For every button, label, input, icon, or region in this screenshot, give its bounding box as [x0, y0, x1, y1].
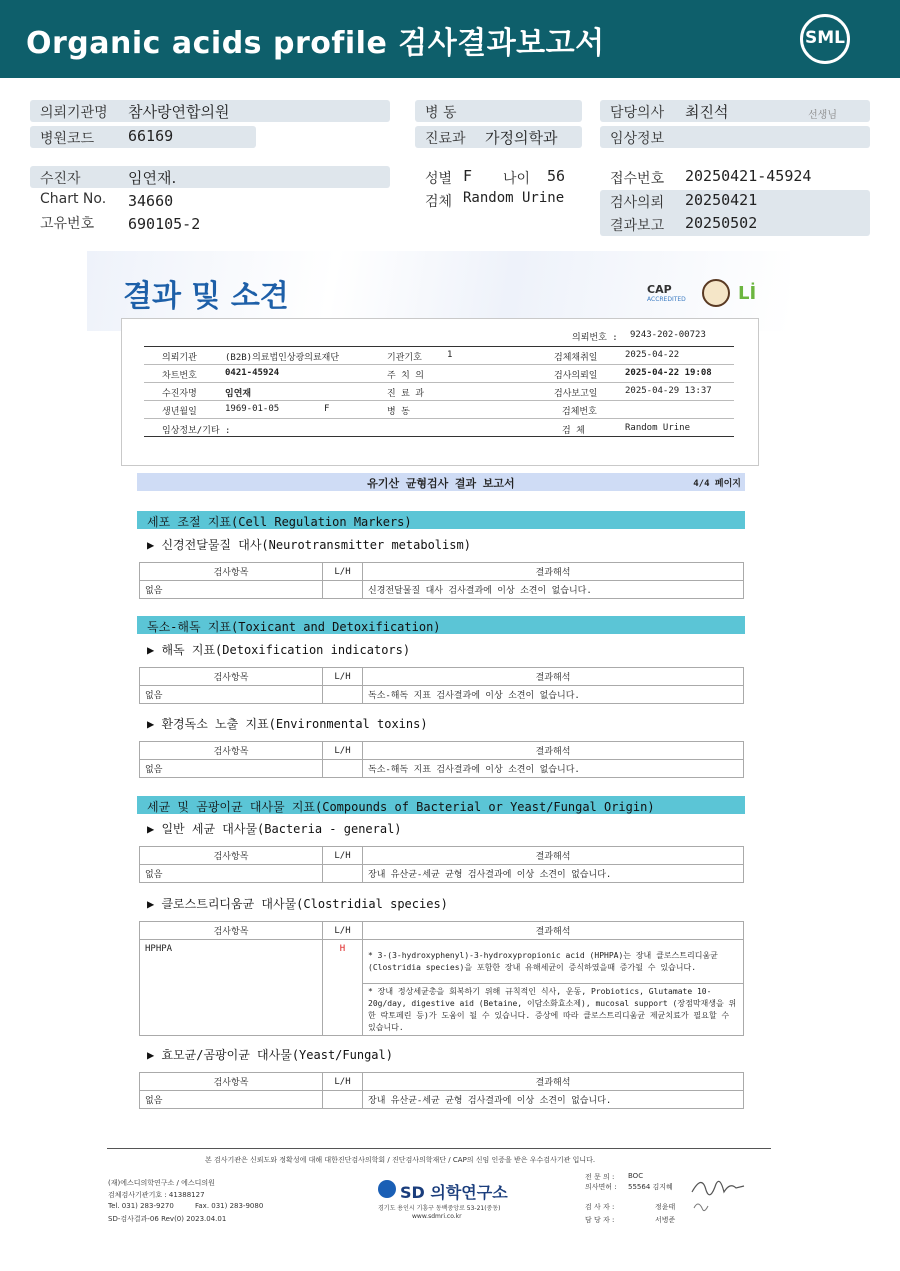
patient-value: 임연재. — [128, 169, 177, 187]
doctor-label: 담당의사 — [610, 105, 665, 121]
req-l3-2: 검사보고일 — [554, 389, 598, 399]
col-item: 검사항목 — [140, 847, 323, 865]
hospital-code-value: 66169 — [128, 127, 174, 145]
req-l1-3: 생년월일 — [162, 407, 197, 417]
footer-notice: 본 검사기관은 신뢰도와 정확성에 대해 대한진단검사의학회 / 진단검사의학재단 / CAP의 신임 인증을 받은 우수검사기관 입니다. — [205, 1156, 596, 1164]
sml-logo-text: SML — [805, 28, 845, 48]
sex-value: F — [463, 167, 473, 185]
col-interp: 결과해석 — [363, 847, 744, 865]
table-clostridial — [139, 921, 744, 1036]
cell-item: 없음 — [140, 760, 323, 778]
receipt-value: 20250421-45924 — [685, 167, 812, 185]
specimen-label: 검체 — [425, 194, 453, 210]
cell-interp-hphpa-2: * 장내 정상세균총을 회복하기 위해 규칙적인 식사, 운동, Probiotics, Glutamate 10-20g/day, digestive aid (Betaine, 이담소화효소제), mucosal support (장점막재생을 위한 락토페린 등)가 도움이 될 수 있습니다. 증상에 따라 클로스트리디움균 제균치료가 필요할 수 있습니다. — [363, 984, 744, 1036]
lic-value: 55564 김지혜 — [628, 1183, 673, 1191]
chart-label: Chart No. — [40, 191, 107, 207]
col-lh: L/H — [323, 742, 363, 760]
col-lh: L/H — [323, 668, 363, 686]
req-no-label: 의뢰번호 : — [572, 333, 618, 343]
table-detox — [139, 667, 744, 704]
sub-clostridial: ▶ 클로스트리디움균 대사물(Clostridial species) — [147, 897, 448, 911]
uid-value: 690105-2 — [128, 215, 201, 233]
req-v2-0: 1 — [447, 350, 453, 360]
tester-label: 검 사 자 : — [585, 1203, 615, 1211]
req-specimen-label: 검 체 — [562, 426, 585, 436]
req-v1-1: 0421-45924 — [225, 368, 280, 378]
cell-lh — [323, 686, 363, 704]
sub-environmental: ▶ 환경독소 노출 지표(Environmental toxins) — [147, 717, 428, 731]
age-value: 56 — [547, 167, 566, 185]
result-title: 유기산 균형검사 결과 보고서 — [367, 477, 515, 490]
req-l3-3: 검체번호 — [562, 407, 597, 417]
cell-item-hphpa: HPHPA — [140, 940, 323, 1036]
table-bacteria-general — [139, 846, 744, 883]
req-specimen-value: Random Urine — [625, 423, 691, 433]
col-interp: 결과해석 — [363, 563, 744, 581]
req-rule-bottom — [144, 436, 734, 437]
sml-logo — [800, 14, 850, 64]
report-frame — [87, 251, 790, 1131]
cell-item: 없음 — [140, 686, 323, 704]
cap-label: CAP — [647, 283, 672, 296]
req-v1-3: 1969-01-05 — [225, 404, 280, 414]
req-l3-0: 검체채취일 — [554, 353, 598, 363]
footer-tel: Tel. 031) 283-9270 — [108, 1202, 174, 1210]
tester-value: 정윤태 — [655, 1203, 676, 1211]
lh-logo: Lİ — [738, 283, 757, 304]
req-sex-3: F — [324, 404, 330, 414]
table-environmental — [139, 741, 744, 778]
req-rule-4 — [144, 418, 734, 419]
cell-interp: 장내 유산균-세균 균형 검사결과에 이상 소견이 없습니다. — [363, 1091, 744, 1109]
footer-org: (재)에스디의학연구소 / 에스디의원 — [108, 1179, 215, 1187]
resp-label: 담 당 자 : — [585, 1216, 615, 1224]
req-rule-3 — [144, 400, 734, 401]
dept-value: 가정의학과 — [485, 129, 558, 147]
reported-label: 결과보고 — [610, 218, 665, 234]
uid-label: 고유번호 — [40, 216, 95, 232]
req-v1-0: (B2B)의료법인상광의료재단 — [225, 353, 340, 363]
section-bacterial: 세균 및 곰팡이균 대사물 지표(Compounds of Bacterial or Yeast/Fungal Origin) — [137, 796, 745, 814]
req-no-value: 9243-202-00723 — [630, 330, 706, 340]
signature-icon — [688, 1170, 748, 1216]
dept-label: 진료과 — [425, 131, 466, 147]
lic-label: 의사면허 : — [585, 1183, 617, 1191]
requested-value: 20250421 — [685, 191, 758, 209]
seal-icon — [702, 279, 730, 307]
doctor-suffix: 선생님 — [808, 110, 837, 121]
req-v3-0: 2025-04-22 — [625, 350, 680, 360]
req-clinical-label: 임상정보/기타 : — [162, 426, 231, 436]
hospital-code-label: 병원코드 — [40, 131, 95, 147]
table-yeast-fungal — [139, 1072, 744, 1109]
req-l2-2: 진 료 과 — [387, 389, 424, 399]
req-l1-1: 차트번호 — [162, 371, 197, 381]
req-l1-2: 수진자명 — [162, 389, 197, 399]
sex-label: 성별 — [425, 171, 453, 187]
sd-logo-icon — [378, 1180, 396, 1198]
req-v3-2: 2025-04-29 13:37 — [625, 386, 712, 396]
report-title: Organic acids profile 검사결과보고서 — [26, 26, 605, 61]
spec-label: 전 문 의 : — [585, 1173, 615, 1181]
cell-interp-hphpa: * 3-(3-hydroxyphenyl)-3-hydroxypropionic acid (HPHPA)는 장내 클로스트리디움균(Clostridia species)을 포함한 장내 유해세균이 증식하였을때 증가될 수 있습니다. — [363, 940, 744, 984]
patient-label: 수진자 — [40, 171, 81, 187]
report-heading: 결과 및 소견 — [123, 279, 289, 314]
footer-form: SD-검사결과-06 Rev(0) 2023.04.01 — [108, 1215, 227, 1223]
cell-interp: 장내 유산균-세균 균형 검사결과에 이상 소견이 없습니다. — [363, 865, 744, 883]
result-title-bar — [137, 473, 745, 491]
req-v1-2: 임연재 — [225, 389, 252, 399]
ward-label: 병 동 — [425, 105, 457, 121]
col-interp: 결과해석 — [363, 1073, 744, 1091]
cap-logo — [647, 283, 686, 303]
section-detox: 독소-해독 지표(Toxicant and Detoxification) — [137, 616, 745, 634]
req-rule-top — [144, 346, 734, 347]
cell-item: 없음 — [140, 1091, 323, 1109]
cell-lh — [323, 865, 363, 883]
req-l2-1: 주 치 의 — [387, 371, 424, 381]
footer-fax: Fax. 031) 283-9080 — [195, 1202, 264, 1210]
page-indicator: 4/4 페이지 — [693, 479, 741, 489]
footer-web: www.sdmri.co.kr — [412, 1213, 462, 1220]
specimen-value: Random Urine — [463, 190, 565, 206]
col-interp: 결과해석 — [363, 922, 744, 940]
col-item: 검사항목 — [140, 668, 323, 686]
cell-lh — [323, 760, 363, 778]
patient-pill — [30, 166, 390, 188]
col-item: 검사항목 — [140, 742, 323, 760]
col-lh: L/H — [323, 1073, 363, 1091]
footer-addr: 경기도 용인시 기흥구 동백중앙로 53-21(중동) — [378, 1205, 501, 1212]
request-box — [121, 318, 759, 466]
cell-interp: 독소-해독 지표 검사결과에 이상 소견이 없습니다. — [363, 686, 744, 704]
col-interp: 결과해석 — [363, 742, 744, 760]
col-item: 검사항목 — [140, 1073, 323, 1091]
reported-value: 20250502 — [685, 214, 758, 232]
req-l1-0: 의뢰기관 — [162, 353, 197, 363]
cell-lh — [323, 581, 363, 599]
col-lh: L/H — [323, 563, 363, 581]
footer-code: 검체검사기관기호 : 41388127 — [108, 1191, 205, 1199]
cell-lh — [323, 1091, 363, 1109]
spec-value: BOC — [628, 1172, 644, 1180]
footer-rule — [107, 1148, 771, 1149]
col-lh: L/H — [323, 847, 363, 865]
resp-value: 서병준 — [655, 1216, 676, 1224]
req-rule-2 — [144, 382, 734, 383]
table-neurotransmitter — [139, 562, 744, 599]
doctor-value: 최진석 — [685, 103, 729, 121]
clinical-label: 임상정보 — [610, 131, 665, 147]
sub-detox-indicators: ▶ 해독 지표(Detoxification indicators) — [147, 643, 411, 657]
col-item: 검사항목 — [140, 922, 323, 940]
sub-yeast-fungal: ▶ 효모균/곰팡이균 대사물(Yeast/Fungal) — [147, 1048, 393, 1062]
receipt-label: 접수번호 — [610, 171, 665, 187]
header-banner — [0, 0, 900, 78]
req-l2-0: 기관기호 — [387, 353, 422, 363]
sub-bacteria-general: ▶ 일반 세균 대사물(Bacteria - general) — [147, 822, 402, 836]
cell-interp: 독소-해독 지표 검사결과에 이상 소견이 없습니다. — [363, 760, 744, 778]
sub-neurotransmitter: ▶ 신경전달물질 대사(Neurotransmitter metabolism) — [147, 538, 471, 552]
sd-brand: SD 의학연구소 — [400, 1183, 508, 1202]
cell-interp: 신경전달물질 대사 검사결과에 이상 소견이 없습니다. — [363, 581, 744, 599]
req-l2-3: 병 동 — [387, 407, 410, 417]
col-item: 검사항목 — [140, 563, 323, 581]
institution-value: 참사랑연합의원 — [128, 103, 230, 121]
col-lh: L/H — [323, 922, 363, 940]
cell-item: 없음 — [140, 865, 323, 883]
req-v3-1: 2025-04-22 19:08 — [625, 368, 712, 378]
col-interp: 결과해석 — [363, 668, 744, 686]
chart-value: 34660 — [128, 192, 174, 210]
cell-lh-hphpa: H — [323, 940, 363, 1036]
requested-label: 검사의뢰 — [610, 195, 665, 211]
req-l3-1: 검사의뢰일 — [554, 371, 598, 381]
req-rule-1 — [144, 364, 734, 365]
institution-label: 의뢰기관명 — [40, 105, 108, 121]
cap-sub: ACCREDITED — [647, 296, 686, 303]
section-cell-regulation: 세포 조절 지표(Cell Regulation Markers) — [137, 511, 745, 529]
cell-item: 없음 — [140, 581, 323, 599]
age-label: 나이 — [503, 171, 531, 187]
